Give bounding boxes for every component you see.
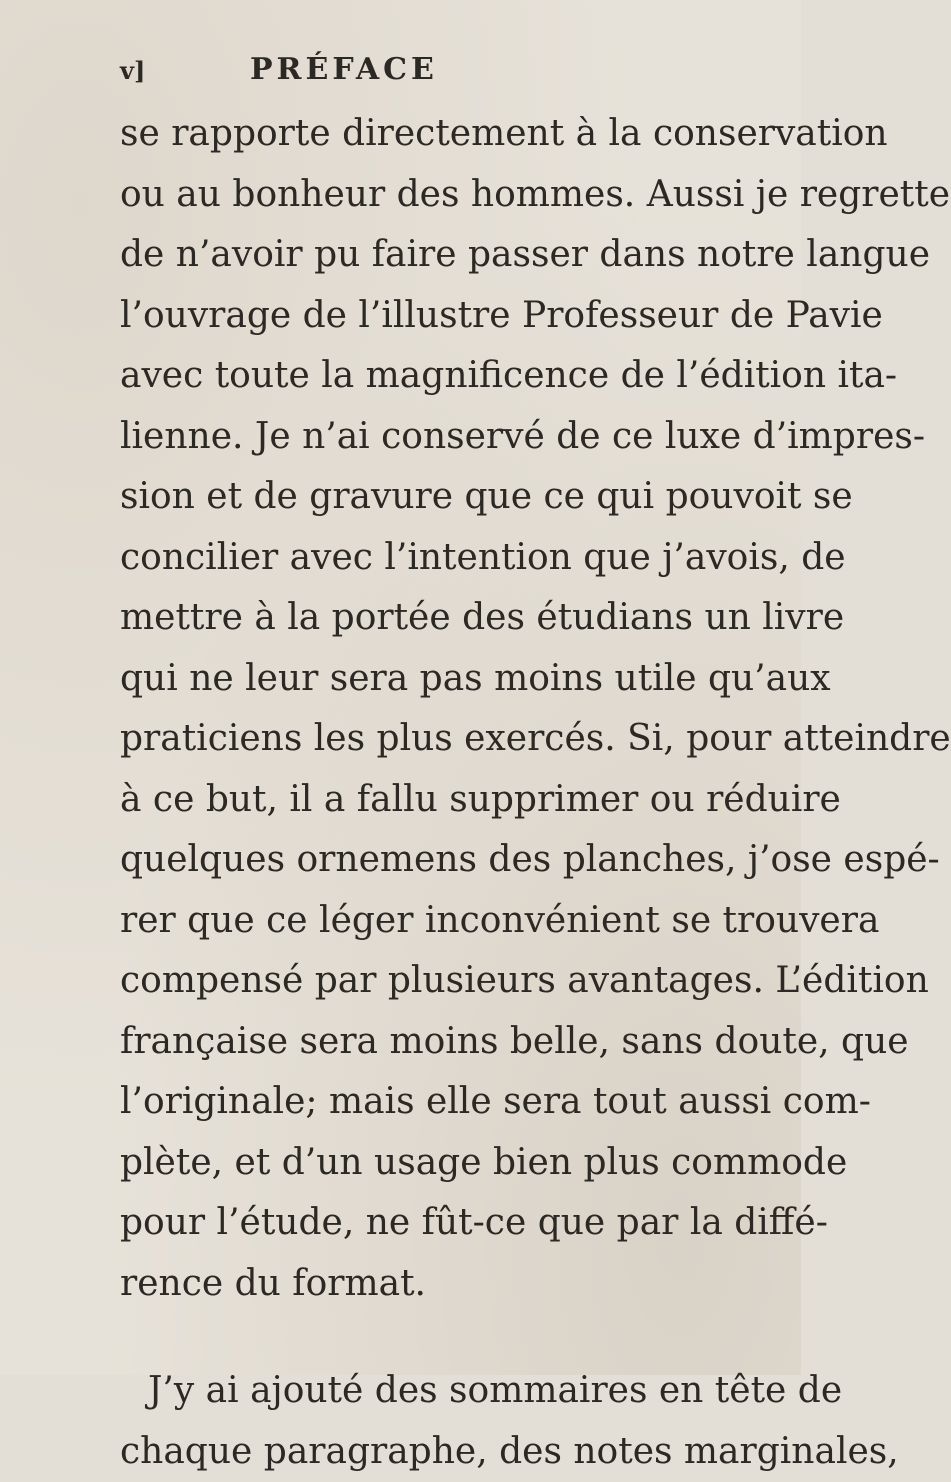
text-line: concilier avec l’intention que j’avois, de [120,528,770,589]
text-line: plète, et d’un usage bien plus commode [120,1133,770,1194]
text-line: quelques ornemens des planches, j’ose espé- [120,830,770,891]
text-line: mettre à la portée des étudians un livre [120,588,770,649]
body-text [120,104,770,1482]
text-line: à ce but, il a fallu supprimer ou réduire [120,770,770,831]
text-line: l’originale; mais elle sera tout aussi com- [120,1072,770,1133]
text-line-last: rence du format. [120,1254,770,1315]
text-line: lienne. Je n’ai conservé de ce luxe d’impres- [120,407,770,468]
text-line: sion et de gravure que ce qui pouvoit se [120,467,770,528]
text-line: se rapporte directement à la conservation [120,104,770,165]
text-line: avec toute la magnificence de l’édition ita- [120,346,770,407]
text-line: française sera moins belle, sans doute, que [120,1012,770,1073]
running-head: PRÉFACE [250,52,438,87]
page-header [120,52,680,92]
text-line: compensé par plusieurs avantages. L’édition [120,951,770,1012]
text-line: praticiens les plus exercés. Si, pour atteindre [120,709,770,770]
text-line: chaque paragraphe, des notes marginales, [120,1422,770,1482]
text-line: de n’avoir pu faire passer dans notre langue [120,225,770,286]
page-number: v] [120,56,145,85]
text-line: pour l’étude, ne fût-ce que par la diffé- [120,1193,770,1254]
text-line: qui ne leur sera pas moins utile qu’aux [120,649,770,710]
text-line: ou au bonheur des hommes. Aussi je regrette [120,165,770,226]
paragraph-gap [120,1314,770,1361]
text-line: rer que ce léger inconvénient se trouvera [120,891,770,952]
text-line: l’ouvrage de l’illustre Professeur de Pavie [120,286,770,347]
text-line: J’y ai ajouté des sommaires en tête de [120,1361,770,1422]
